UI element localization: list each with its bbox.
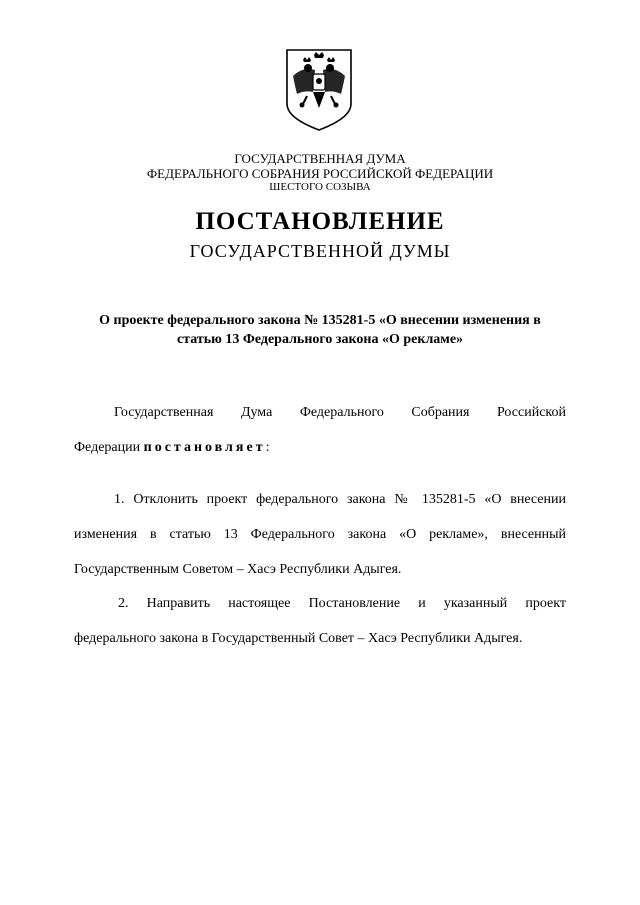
issuer-parent: ФЕДЕРАЛЬНОГО СОБРАНИЯ РОССИЙСКОЙ ФЕДЕРАЦИИ [146, 166, 494, 181]
intro-colon: : [265, 440, 270, 455]
coat-of-arms-icon [281, 46, 357, 132]
item-1-line: Государственным Советом – Хасэ Республики Адыгея. [74, 562, 402, 577]
document-subtitle: ГОСУДАРСТВЕННОЙ ДУМЫ [189, 241, 451, 261]
document-title: ПОСТАНОВЛЕНИЕ [195, 208, 445, 235]
item-2-line: 2. Направить настоящее Постановление и указанный проект [118, 596, 566, 611]
intro-paragraph-line [74, 430, 566, 465]
document-subject [72, 311, 568, 349]
issuer-name: ГОСУДАРСТВЕННАЯ ДУМА [234, 151, 406, 166]
intro-paragraph-line: Государственная Дума Федерального Собрания Российской [114, 405, 566, 420]
convocation: ШЕСТОГО СОЗЫВА [269, 181, 371, 193]
resolves-word: постановляет [143, 440, 266, 455]
intro-text: Федерации [74, 440, 144, 455]
item-2-line: федерального закона в Государственный Совет – Хасэ Республики Адыгея. [74, 631, 523, 646]
item-1-line: изменения в статью 13 Федерального закона «О рекламе», внесенный [74, 527, 566, 542]
subject-line: статью 13 Федерального закона «О рекламе» [176, 332, 464, 347]
item-1-line: 1. Отклонить проект федерального закона № 135281-5 «О внесении [114, 492, 566, 507]
subject-line: О проекте федерального закона № 135281-5 «О внесении изменения в [99, 313, 541, 328]
